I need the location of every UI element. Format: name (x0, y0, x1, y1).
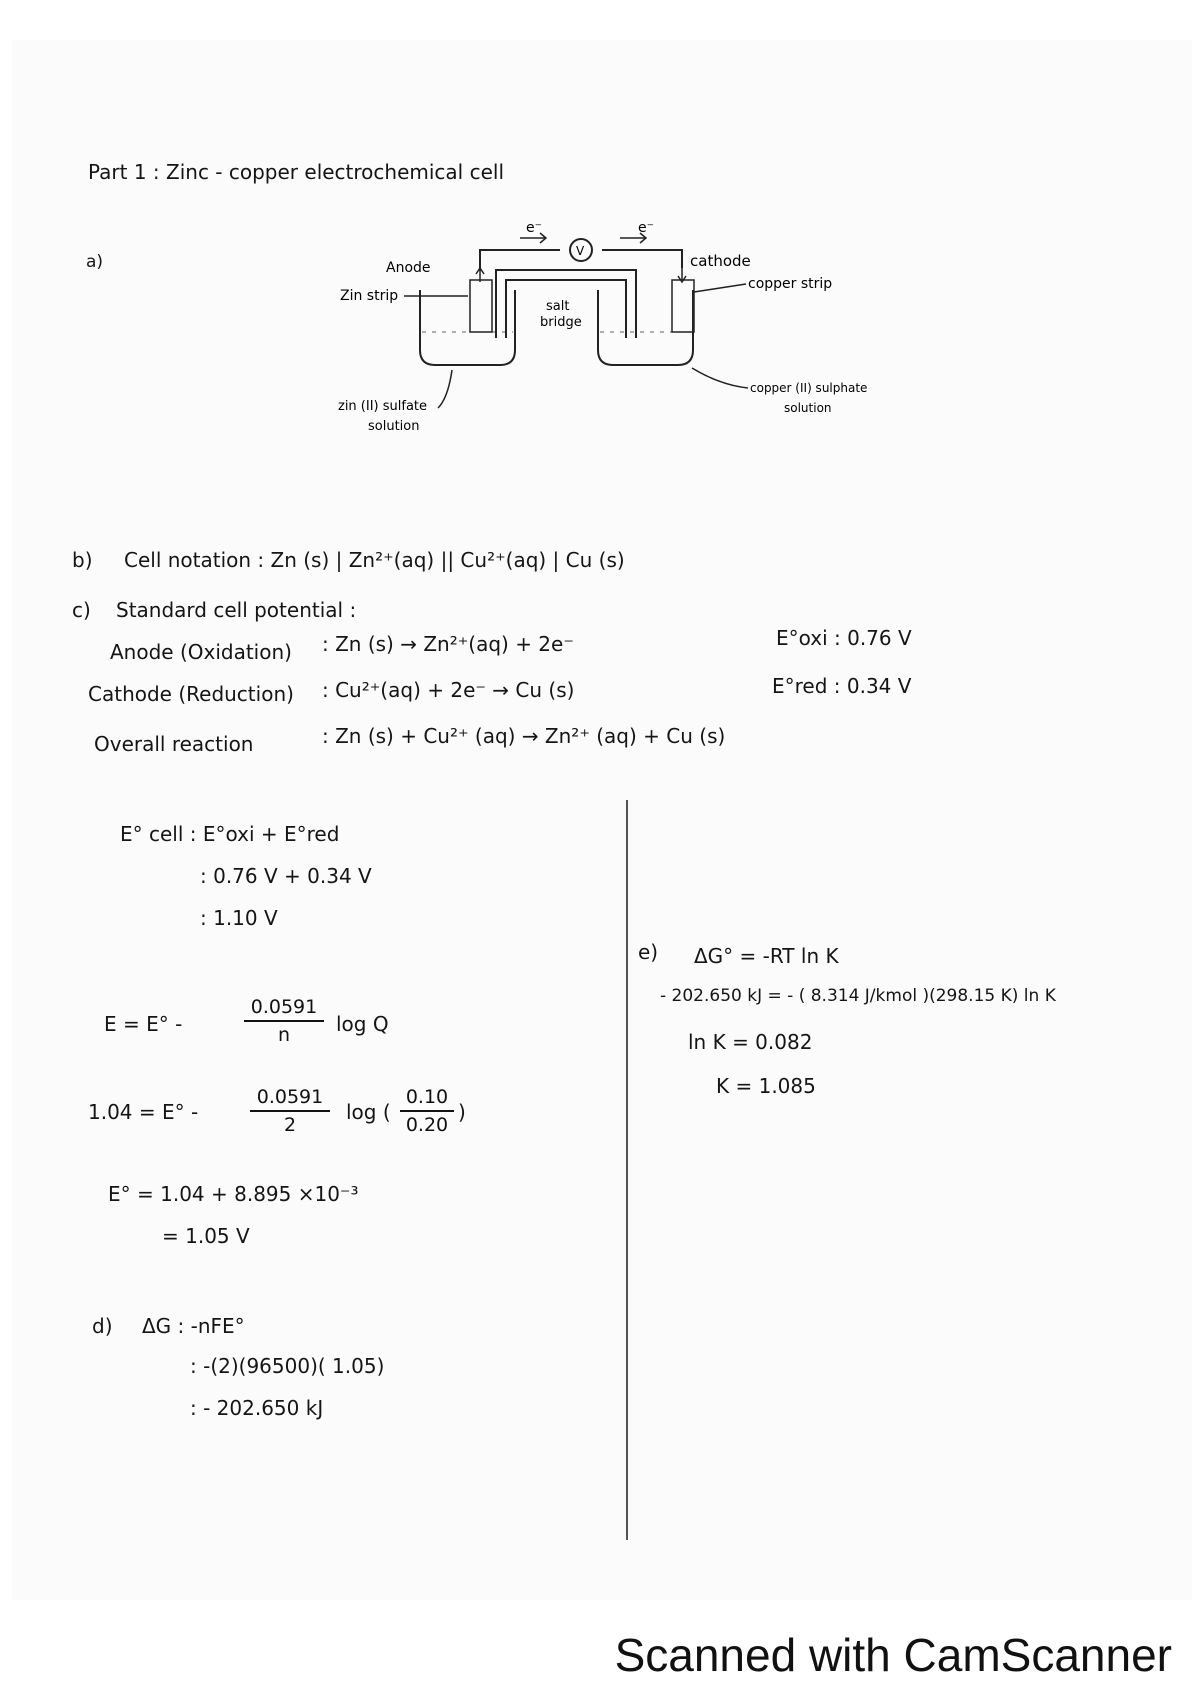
zinc-beaker (420, 290, 515, 365)
gibbs-line-2: : -(2)(96500)( 1.05) (190, 1354, 385, 1378)
salt-bridge-label-1: salt (546, 299, 570, 314)
nernst-sub-numerator: 0.0591 (250, 1086, 330, 1112)
concentration-denominator: 0.20 (405, 1114, 449, 1136)
overall-equation: : Zn (s) + Cu²⁺ (aq) → Zn²⁺ (aq) + Cu (s) (322, 724, 726, 748)
copper-strip (672, 280, 694, 332)
copper-solution-label-2: solution (784, 401, 832, 415)
page-title: Part 1 : Zinc - copper electrochemical cell (88, 160, 505, 184)
cathode-potential: E°red : 0.34 V (772, 674, 912, 698)
nernst-numerator: 0.0591 (244, 996, 324, 1022)
salt-bridge-label-2: bridge (540, 315, 582, 330)
nernst-lhs: E = E° - (104, 1012, 183, 1036)
zinc-strip (470, 280, 492, 332)
anode-equation: : Zn (s) → Zn²⁺(aq) + 2e⁻ (322, 632, 574, 656)
part-e-label: e) (638, 940, 659, 964)
equilibrium-line-4: K = 1.085 (716, 1074, 816, 1098)
gibbs-line-3: : - 202.650 kJ (190, 1396, 324, 1420)
e0-line-1: E° = 1.04 + 8.895 ×10⁻³ (108, 1182, 359, 1206)
nernst-sub-close: ) (458, 1100, 466, 1124)
electron-left-label: e⁻ (526, 220, 543, 236)
copper-solution-label-1: copper (II) sulphate (750, 381, 868, 395)
part-d-label: d) (92, 1314, 113, 1338)
standard-potential-heading: Standard cell potential : (116, 598, 357, 622)
ecell-line-1: E° cell : E°oxi + E°red (120, 822, 340, 846)
cathode-label: cathode (690, 252, 751, 270)
part-c-label: c) (72, 598, 91, 622)
ecell-line-2: : 0.76 V + 0.34 V (200, 864, 372, 888)
e0-line-2: = 1.05 V (162, 1224, 250, 1248)
part-a-label: a) (86, 252, 104, 272)
zinc-strip-label: Zin strip (340, 288, 399, 304)
nernst-sub-fraction (250, 1086, 330, 1136)
overall-reaction-label: Overall reaction (94, 732, 254, 756)
part-b-label: b) (72, 548, 93, 572)
nernst-sub-log: log ( (346, 1100, 391, 1124)
copper-strip-label: copper strip (748, 276, 833, 292)
voltmeter-label: V (576, 244, 585, 258)
cell-diagram (320, 220, 880, 450)
concentration-numerator: 0.10 (400, 1086, 454, 1112)
zinc-solution-label-1: zin (II) sulfate (338, 399, 428, 414)
equilibrium-line-1: ΔG° = -RT ln K (694, 944, 839, 968)
anode-potential: E°oxi : 0.76 V (776, 626, 912, 650)
anode-label: Anode (386, 260, 431, 276)
anode-oxidation-label: Anode (Oxidation) (110, 640, 292, 664)
cathode-reduction-label: Cathode (Reduction) (88, 682, 294, 706)
nernst-sub-lhs: 1.04 = E° - (88, 1100, 199, 1124)
nernst-denominator: n (277, 1024, 291, 1046)
zinc-solution-label-2: solution (368, 419, 420, 434)
concentration-fraction (400, 1086, 454, 1136)
cathode-equation: : Cu²⁺(aq) + 2e⁻ → Cu (s) (322, 678, 575, 702)
nernst-rhs: log Q (336, 1012, 389, 1036)
nernst-fraction (244, 996, 324, 1046)
nernst-sub-denominator: 2 (283, 1114, 297, 1136)
scanner-watermark: Scanned with CamScanner (614, 1629, 1172, 1681)
electron-right-label: e⁻ (638, 220, 655, 236)
equilibrium-line-3: ln K = 0.082 (688, 1030, 813, 1054)
cell-notation: Cell notation : Zn (s) | Zn²⁺(aq) || Cu²⁺(aq) | Cu (s) (124, 548, 625, 572)
copper-beaker (598, 290, 693, 365)
equilibrium-line-2: - 202.650 kJ = - ( 8.314 J/kmol )(298.15 K) ln K (660, 986, 1056, 1006)
gibbs-line-1: ΔG : -nFE° (142, 1314, 245, 1338)
ecell-line-3: : 1.10 V (200, 906, 278, 930)
column-divider (626, 800, 628, 1540)
